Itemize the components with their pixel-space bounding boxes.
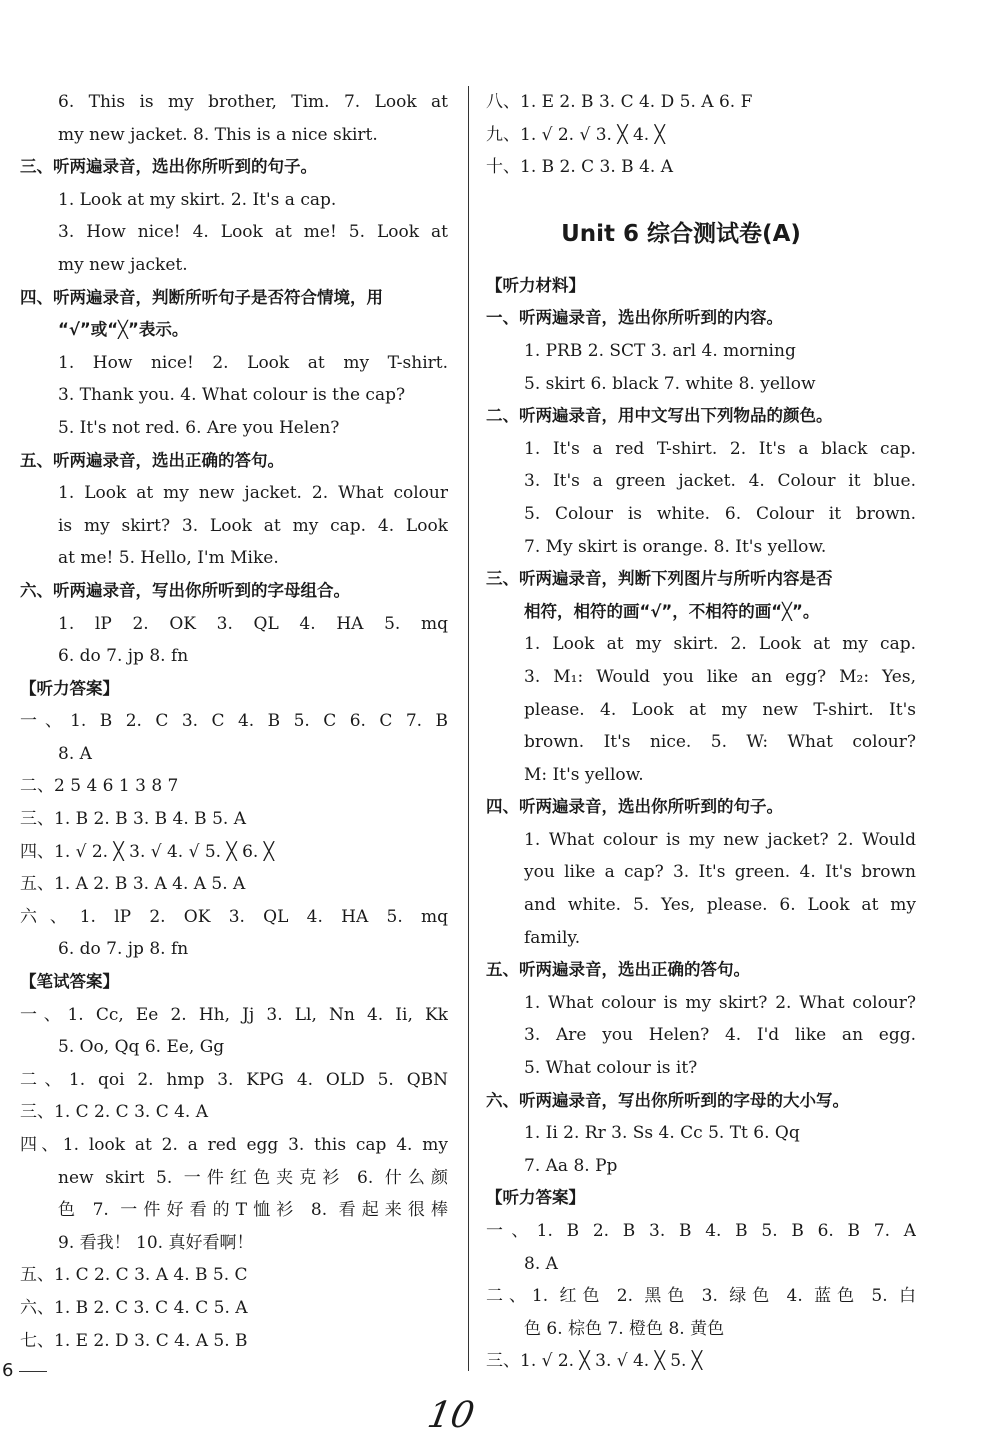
section-title: Unit 6 综合测试卷(A): [561, 220, 801, 247]
text-line: 3. Thank you. 4. What colour is the cap?: [58, 385, 406, 406]
column-divider: [468, 86, 469, 1371]
text-line: and white. 5. Yes, please. 6. Look at my: [524, 895, 916, 916]
text-line: 7. Aa 8. Pp: [524, 1155, 618, 1176]
text-line: 【笔试答案】: [20, 972, 119, 992]
text-line: 三、1. √ 2. ╳ 3. √ 4. ╳ 5. ╳: [486, 1351, 703, 1372]
text-line: 9. 看我！ 10. 真好看啊！: [58, 1232, 254, 1253]
text-line: 1. It's a red T-shirt. 2. It's a black cap.: [524, 438, 916, 459]
text-line: 二、1. 红色 2. 黑色 3. 绿色 4. 蓝色 5. 白: [486, 1286, 916, 1307]
text-line: 1. PRB 2. SCT 3. arl 4. morning: [524, 340, 796, 361]
text-line: 3. How nice! 4. Look at me! 5. Look at: [58, 222, 448, 243]
text-line: 二、1. qoi 2. hmp 3. KPG 4. OLD 5. QBN: [20, 1069, 448, 1090]
text-line: M: It's yellow.: [524, 764, 644, 785]
text-line: 色 7. 一件好看的T恤衫 8. 看起来很棒: [58, 1200, 448, 1221]
handwritten-note: 10: [424, 1395, 478, 1436]
text-line: 5. What colour is it?: [524, 1058, 698, 1079]
text-line: 七、1. E 2. D 3. C 4. A 5. B: [20, 1330, 248, 1351]
text-line: 三、1. C 2. C 3. C 4. A: [20, 1102, 209, 1123]
text-line: 1. Look at my skirt. 2. Look at my cap.: [524, 634, 916, 655]
text-line: 8. A: [58, 743, 92, 764]
page-number: [2, 1360, 47, 1381]
text-line: 1. Look at my skirt. 2. It's a cap.: [58, 189, 337, 210]
text-line: 【听力答案】: [486, 1188, 585, 1208]
text-line: 五、听两遍录音，选出正确的答句。: [20, 450, 284, 470]
text-line: at me! 5. Hello, I'm Mike.: [58, 548, 279, 569]
text-line: 二、2 5 4 6 1 3 8 7: [20, 776, 179, 797]
right-body: [486, 270, 916, 1378]
text-line: family.: [524, 927, 581, 948]
text-line: 5. Oo, Qq 6. Ee, Gg: [58, 1037, 225, 1058]
left-column: [20, 86, 448, 1357]
text-line: 四、1. √ 2. ╳ 3. √ 4. √ 5. ╳ 6. ╳: [20, 841, 274, 862]
text-line: 1. Ii 2. Rr 3. Ss 4. Cc 5. Tt 6. Qq: [524, 1123, 800, 1144]
text-line: you like a cap? 3. It's green. 4. It's brown: [524, 862, 916, 883]
text-line: 二、听两遍录音，用中文写出下列物品的颜色。: [486, 406, 833, 426]
text-line: 一、1. B 2. B 3. B 4. B 5. B 6. B 7. A: [486, 1221, 916, 1241]
text-line: 六、1. B 2. C 3. C 4. C 5. A: [20, 1297, 248, 1318]
text-line: 三、听两遍录音，选出你所听到的句子。: [20, 157, 317, 177]
right-top-answers: [486, 86, 916, 184]
text-line: 1. What colour is my skirt? 2. What colour?: [524, 992, 916, 1013]
text-line: 7. My skirt is orange. 8. It's yellow.: [524, 536, 827, 557]
text-line: 1. lP 2. OK 3. QL 4. HA 5. mq: [58, 613, 448, 634]
text-line: 三、听两遍录音，判断下列图片与所听内容是否: [486, 569, 833, 589]
text-line: please. 4. Look at my new T-shirt. It's: [524, 699, 916, 720]
text-line: 色 6. 棕色 7. 橙色 8. 黄色: [524, 1318, 725, 1339]
page-number-text: 6: [2, 1360, 14, 1381]
text-line: 四、听两遍录音，选出你所听到的句子。: [486, 797, 783, 817]
text-line: 1. Look at my new jacket. 2. What colour: [58, 483, 448, 504]
text-line: 5. It's not red. 6. Are you Helen?: [58, 417, 340, 438]
text-line: 六、听两遍录音，写出你所听到的字母组合。: [20, 580, 350, 600]
text-line: 一、1. B 2. C 3. C 4. B 5. C 6. C 7. B: [20, 711, 448, 732]
text-line: 六、1. lP 2. OK 3. QL 4. HA 5. mq: [20, 906, 448, 927]
text-line: 五、1. C 2. C 3. A 4. B 5. C: [20, 1265, 248, 1286]
text-line: new skirt 5. 一件红色夹克衫 6. 什么颜: [58, 1167, 448, 1188]
text-line: 四、1. look at 2. a red egg 3. this cap 4. my: [20, 1135, 448, 1155]
text-line: 8. A: [524, 1253, 558, 1274]
text-line: 3. It's a green jacket. 4. Colour it blue.: [524, 471, 916, 492]
text-line: 相符，相符的画“√”，不相符的画“╳”。: [524, 601, 820, 621]
text-line: 1. How nice! 2. Look at my T-shirt.: [58, 352, 448, 373]
text-line: 一、听两遍录音，选出你所听到的内容。: [486, 308, 783, 328]
text-line: brown. It's nice. 5. W: What colour?: [524, 732, 916, 753]
text-line: 【听力答案】: [20, 678, 119, 698]
text-line: my new jacket. 8. This is a nice skirt.: [58, 124, 378, 145]
text-line: 四、听两遍录音，判断所听句子是否符合情境，用: [20, 287, 383, 307]
text-line: is my skirt? 3. Look at my cap. 4. Look: [58, 515, 448, 536]
text-line: 6. do 7. jp 8. fn: [58, 939, 189, 960]
text-line: 5. skirt 6. black 7. white 8. yellow: [524, 373, 816, 394]
text-line: 6. do 7. jp 8. fn: [58, 646, 189, 667]
text-line: 五、听两遍录音，选出正确的答句。: [486, 960, 750, 980]
text-line: 六、听两遍录音，写出你所听到的字母的大小写。: [486, 1090, 849, 1110]
text-line: 十、1. B 2. C 3. B 4. A: [486, 157, 673, 178]
text-line: 八、1. E 2. B 3. C 4. D 5. A 6. F: [486, 92, 753, 112]
text-line: 3. M₁: Would you like an egg? M₂: Yes,: [524, 666, 916, 687]
text-line: 3. Are you Helen? 4. I'd like an egg.: [524, 1025, 916, 1046]
right-column: [486, 86, 916, 1378]
text-line: my new jacket.: [58, 254, 188, 275]
text-line: 三、1. B 2. B 3. B 4. B 5. A: [20, 809, 246, 830]
text-line: 五、1. A 2. B 3. A 4. A 5. A: [20, 874, 246, 895]
text-line: 九、1. √ 2. √ 3. ╳ 4. ╳: [486, 124, 665, 145]
text-line: 【听力材料】: [486, 275, 585, 295]
text-line: 5. Colour is white. 6. Colour it brown.: [524, 503, 916, 524]
text-line: 一、1. Cc, Ee 2. Hh, Jj 3. Ll, Nn 4. Ii, Kk: [20, 1004, 448, 1025]
text-line: 6. This is my brother, Tim. 7. Look at: [58, 92, 448, 112]
text-line: “√”或“╳”表示。: [58, 320, 189, 340]
text-line: 1. What colour is my new jacket? 2. Would: [524, 829, 916, 850]
